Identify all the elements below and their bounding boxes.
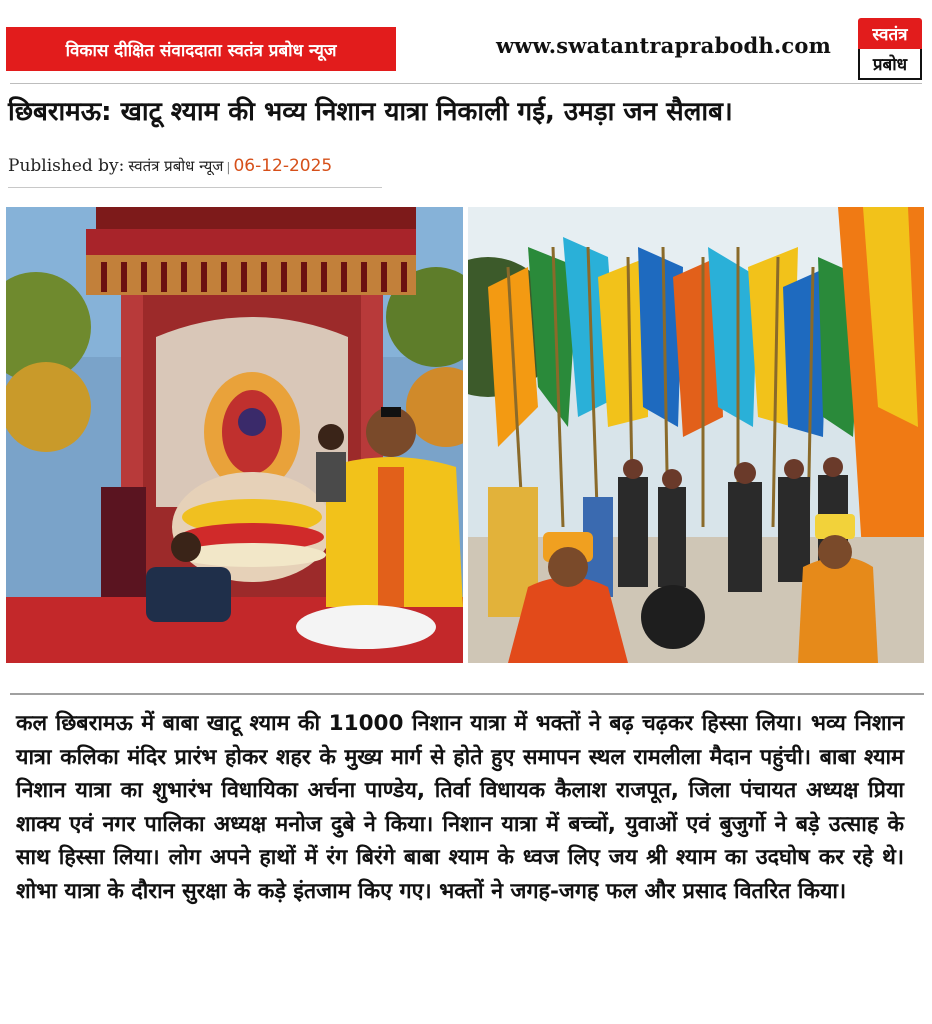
logo-top-text: स्वतंत्र — [858, 18, 922, 49]
published-date: 06-12-2025 — [233, 156, 333, 176]
published-separator: | — [226, 160, 231, 174]
site-url[interactable]: www.swatantraprabodh.com — [496, 33, 832, 58]
published-line — [8, 156, 332, 176]
logo-bottom-text: प्रबोध — [858, 49, 922, 80]
publisher-name[interactable]: स्वतंत्र प्रबोध न्यूज — [128, 157, 224, 175]
site-logo[interactable] — [858, 18, 922, 80]
published-label: Published by: — [8, 156, 125, 176]
header-divider — [10, 83, 922, 84]
article-headline: छिबरामऊ: खाटू श्याम की भव्य निशान यात्रा निकाली गई, उमड़ा जन सैलाब। — [8, 97, 733, 127]
chariot-photo — [6, 207, 463, 663]
published-underline — [8, 187, 382, 188]
article-body: कल छिबरामऊ में बाबा खाटू श्याम की 11000 निशान यात्रा में भक्तों ने बढ़ चढ़कर हिस्सा लिया। भव्य निशान यात्रा कलिका मंदिर प्रारंभ होकर शहर के मुख्य मार्ग से होते हुए समापन स्थल रामलीला मैदान पहुंची। बाबा श्याम निशान यात्रा का शुभारंभ विधायिका अर्चना पाण्डेय, तिर्वा विधायक कैलाश राजपूत, जिला पंचायत अध्यक्ष प्रिया शाक्य एवं नगर पालिका अध्यक्ष मनोज दुबे ने किया। निशान यात्रा में बच्चों, युवाओं एवं बुजुर्गो ने बड़े उत्साह के साथ हिस्सा लिया। लोग अपने हाथों में रंग बिरंगे बाबा श्याम के ध्वज लिए जय श्री श्याम का उदघोष कर रहे थे। शोभा यात्रा के दौरान सुरक्षा के कड़े इंतजाम किए गए। भक्तों ने जगह-जगह फल और प्रसाद वितरित किया। — [16, 711, 904, 904]
section-divider — [10, 693, 924, 695]
procession-photo — [468, 207, 924, 663]
reporter-byline-badge: विकास दीक्षित संवाददाता स्वतंत्र प्रबोध न्यूज — [6, 27, 396, 71]
